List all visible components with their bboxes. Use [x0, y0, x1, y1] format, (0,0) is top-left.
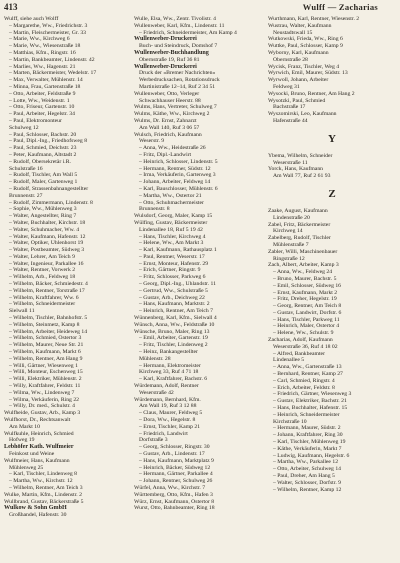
directory-entry: Wysotzki, Paul, Schmied — [268, 97, 326, 104]
directory-subentry: – Heinrich, Bäcker, Südweg 12 — [139, 464, 211, 471]
directory-subentry: – Wilhelm, Maurer, Neue Str. 21 — [9, 342, 84, 349]
directory-entry: Wülfing, Gustav, Bäckermeister — [134, 219, 208, 226]
directory-entry: Wulms, Dr. Ernst, Zahnarzt — [134, 117, 197, 124]
directory-subentry: – Fritz, Dipl.-Landwirt — [139, 151, 192, 158]
directory-subentry: – Anna, Ww., Feldweg 24 — [273, 269, 333, 276]
directory-subentry: Weserstr. 9 — [139, 138, 165, 145]
directory-entry: Wysocki, Bruno, Rentner, Am Hang 2 — [268, 90, 355, 97]
directory-subentry: – Paul, Arbeiter, Hegelstr. 34 — [9, 111, 75, 118]
directory-subentry: Lindenallee 18, Ruf 5 19 42 — [139, 226, 203, 233]
directory-subentry: – Ernst, Tischler, Kamp 21 — [139, 423, 201, 430]
directory-entry: Wulff, siehe auch Wolff — [4, 16, 59, 22]
directory-subentry: – Walter, Schuhmacher, Ww. 4 — [9, 226, 80, 233]
directory-subentry: Schwachhauser Heerstr. 88 — [139, 97, 201, 104]
directory-entry: Wustrau, Walter, Kaufmann — [268, 22, 332, 29]
directory-entry: Wullbrand, Gustav, Bäckerstraße 5 — [4, 498, 84, 505]
directory-subentry: – Bernhard, Rentner, Kamp 27 — [273, 371, 343, 378]
directory-subentry: – Wilhelm, Kaufmann, Markt 6 — [9, 349, 81, 356]
directory-subentry: – Willi, Monteur, Eschenweg 15 — [9, 369, 83, 376]
directory-subentry: Großhandel, Hafenstr. 30 — [9, 512, 67, 519]
directory-subentry: – Marie, Ww., Wiesenstraße 18 — [9, 43, 81, 50]
directory-entry: Wutkowski, Frieda, Ww., Ring 6 — [268, 36, 343, 43]
directory-subentry: – Heinrich, Rentner, Am Teich 7 — [139, 308, 213, 315]
directory-subentry: Weserstraße 36, Ruf 4 18 02 — [273, 343, 338, 350]
directory-subentry: Schulweg 12 — [9, 124, 39, 131]
directory-subentry: – Rudolf, Zimmermann, Lindenstr. 8 — [9, 199, 93, 206]
directory-entry: Wulle, Elsa, Ww., Zentr. Tivolistr. 4 — [134, 16, 216, 22]
directory-subentry: Dorfstraße 3 — [139, 437, 168, 444]
directory-subentry: – Heinrich, Maler, Ostertor 4 — [273, 323, 340, 330]
directory-subentry: – Wilhelm, Arbeiter, Heideweg 14 — [9, 328, 88, 335]
directory-subentry: – Rudolf, Strassenbahnangestellter — [9, 185, 89, 192]
directory-subentry: Schulstraße 16 — [9, 165, 43, 172]
directory-entry: Würz, Ernst, Kaufmann, Ostertor 8 — [134, 498, 215, 505]
directory-subentry: – Wilhelm, Tischler, Bahnhofstr. 5 — [9, 315, 88, 322]
directory-subentry: – Peter, Kaufmann, Altstadt 2 — [9, 151, 77, 158]
directory-entry: Zacharias, Adolf, Kaufmann — [268, 337, 333, 344]
directory-subentry: – Georg, Schlosser, Ringstr. 30 — [139, 444, 210, 451]
directory-subentry: – Paul, Dreher, Am Hang 5 — [273, 473, 335, 480]
directory-subentry: – Paul, Schlosser, Bachstr. 20 — [9, 131, 77, 138]
directory-entry: Wulfhorst, Dr., Rechtsanwalt — [4, 417, 71, 424]
directory-entry: Zaake, August, Kaufmann — [268, 207, 328, 214]
directory-subentry: – Hans, Buchhalter, Hafenstr. 15 — [273, 405, 348, 412]
directory-subentry: – Rudolf, Obersekretär i.R. — [9, 158, 71, 165]
directory-entry: Würfel, Anna, Ww., Kirchstr. 7 — [134, 484, 206, 491]
directory-subentry: – Hermann, Rentner, Südstr. 12 — [139, 165, 211, 172]
directory-subentry: – Fritz, Dreher, Hegelstr. 19 — [273, 296, 337, 303]
business-entry: Wullenweber-Druckerei — [134, 36, 197, 43]
directory-subentry: – Hermann, Maurer, Südstr. 2 — [273, 425, 341, 432]
directory-subentry: Werbedrucksachen, Rotationsdruck — [139, 77, 220, 84]
directory-entry: Württemberg, Otto, Kfm., Hafen 3 — [134, 491, 213, 498]
directory-subentry: Lindenallee 5 — [273, 357, 305, 364]
directory-subentry: – Heinrich, Schlosser, Lindenstr. 5 — [139, 158, 218, 165]
directory-subentry: – Friedrich, Gärtner, Wiesenweg 3 — [273, 391, 352, 398]
directory-subentry: – Irma, Verkäuferin, Gartenweg 3 — [139, 172, 216, 179]
directory-entry: Wullenweber, Karl, Kfm., Lindenstr. 11 — [134, 22, 225, 29]
directory-subentry: – Willi, Gärtner, Wiesenweg 1 — [9, 362, 78, 369]
directory-subentry: – Paul, Elektromonteur — [9, 117, 62, 124]
column-middle — [134, 16, 264, 512]
directory-subentry: Mühlenstraße 7 — [273, 241, 309, 248]
directory-subentry: – Friedrich, Schneidermeister, Am Kamp 4 — [139, 29, 237, 36]
directory-subentry: – Martin, Bankbeamter, Lindenstr. 42 — [9, 56, 95, 63]
directory-subentry: – Marten, Bäckermeister, Wedelstr. 17 — [9, 70, 97, 77]
directory-subentry: – Wilhelm, Schmied, Ostertor 3 — [9, 335, 82, 342]
directory-subentry: – Karl, Kaufmann, Rathausplatz 1 — [139, 247, 217, 254]
directory-subentry: – Erich, Arbeiter, Feldstr. 8 — [273, 384, 335, 391]
directory-subentry: Weserstraße 11 — [273, 159, 308, 166]
directory-subentry: – Alfred, Bankbeamter — [273, 350, 325, 357]
directory-subentry: – Paul, Dipl.-Ing., Friedhofsweg 8 — [9, 138, 88, 145]
directory-subentry: – Walter, Ingenieur, Parkallee 16 — [9, 260, 84, 267]
directory-subentry: Feinkost und Weine — [9, 451, 55, 457]
directory-subentry: – Otto, Arbeiter, Schulweg 14 — [273, 466, 342, 473]
directory-subentry: – Hans, Kaufmann, Marktstr. 2 — [139, 301, 210, 308]
directory-subentry: – Anna, Ww., Gartenstraße 13 — [273, 364, 342, 371]
directory-subentry: – Fritz, Tischler, Lindenweg 2 — [139, 342, 208, 349]
directory-subentry: – Martha, Ww., Parkallee 12 — [273, 459, 339, 466]
directory-subentry: Lindenstraße 20 — [273, 214, 310, 221]
directory-subentry: – Marie, Ww., Kirchweg 6 — [9, 36, 70, 43]
directory-subentry: – Wilma, Verkäuferin, Ring 22 — [9, 396, 80, 403]
directory-subentry: – Otto, Schuhmachermeister — [139, 199, 204, 206]
directory-entry: Zabelberg, Rudolf, Tischler — [268, 235, 331, 242]
directory-subentry: – Sophie, Ww., Mühlenweg 3 — [9, 206, 77, 213]
directory-subentry: – Karl, Tischler, Mühlenweg 19 — [273, 439, 346, 446]
business-entry: Wullenweber-Druckerei — [134, 63, 197, 70]
directory-subentry: – Walter, Buchhalter, Kirchstr. 18 — [9, 219, 86, 226]
directory-subentry: Am Wall 140, Ruf 3 06 57 — [139, 124, 200, 131]
directory-subentry: – Ernst, Kaufmann, Markt 2 — [273, 289, 338, 296]
directory-subentry: – Gustav, Elektriker, Bachstr. 21 — [273, 398, 347, 405]
directory-subentry: Buch- und Steindruck, Domshof 7 — [139, 43, 218, 50]
directory-entry: Wycisk, Franz, Tischler, Weg 4 — [268, 63, 340, 70]
directory-subentry: – Walter, Kaufmann, Hafenstr. 12 — [9, 233, 86, 240]
directory-subentry: – Georg, Rentner, Am Teich 8 — [273, 303, 342, 310]
directory-subentry: – Willi, Elektriker, Mühlenstr. 2 — [9, 376, 82, 383]
directory-subentry: – Wilhelm, Arb., Feldweg 18 — [9, 274, 76, 281]
directory-entry: Wullenweber, Otto, Verleger — [134, 90, 200, 97]
directory-subentry: – Karl, Kraftfahrer, Bachstr. 6 — [139, 376, 208, 383]
page-number: 413 — [4, 2, 18, 12]
directory-subentry: Brunnenstr. 27 — [9, 192, 43, 199]
directory-entry: Wulfheide, Gustav, Arb., Kamp 3 — [4, 410, 81, 417]
column-left — [4, 16, 130, 519]
directory-subentry: Martinistraße 12–14, Ruf 2 34 51 — [139, 83, 216, 90]
directory-subentry: – Helene, Ww., Schulstr. 9 — [273, 330, 334, 337]
directory-entry: Wyrwoll, Johann, Arbeiter — [268, 77, 329, 84]
directory-subentry: – Marlies, Ww., Hagenstr. 21 — [9, 63, 76, 70]
directory-subentry: – Willy, Dr. med., Schulstr. 4 — [9, 403, 75, 410]
directory-subentry: – Claus, Maurer, Feldweg 5 — [139, 410, 203, 417]
directory-entry: Wulms, Hans, Vertreter, Schulweg 7 — [134, 104, 217, 111]
directory-subentry: – Margarethe, Ww., Friedrichstr. 3 — [9, 22, 88, 29]
directory-subentry: – Rudolf, Maler, Gartenweg 1 — [9, 179, 78, 186]
directory-subentry: – Walter, Lehrer, Am Teich 9 — [9, 253, 75, 260]
directory-entry: Würdemann, Adolf, Rentner — [134, 383, 199, 390]
directory-subentry: Mühlenweg 25 — [9, 464, 44, 471]
directory-subentry: – Carl, Schmied, Ringstr. 4 — [273, 377, 335, 384]
directory-entry: Wulke, Martin, Kfm., Lindenstr. 2 — [4, 491, 82, 498]
directory-subentry: – Johann, Arbeiter, Feldweg 14 — [139, 179, 211, 186]
directory-entry: Wulsdorf, Georg, Maler, Kamp 15 — [134, 213, 213, 220]
directory-subentry: – Matthias, Kfm., Ringstr. 16 — [9, 49, 76, 56]
business-entry: Wullenweber-Buchhandlung — [134, 49, 209, 56]
directory-subentry: – Hermann, Gärtner, Parkallee 4 — [139, 471, 213, 478]
directory-subentry: – Hans, Tischler, Parkweg 11 — [273, 316, 340, 323]
directory-subentry: – Otto, Friseur, Gartenstr. 10 — [9, 104, 75, 111]
business-entry: Wulkow & Sohn GmbH — [4, 505, 67, 512]
directory-subentry: – Dora, Ww., Hegelstr. 8 — [139, 417, 196, 424]
directory-subentry: – Gustav, Landwirt, Dorfstr. 6 — [273, 309, 342, 316]
directory-subentry: – Bruno, Maurer, Bachstr. 5 — [273, 275, 337, 282]
directory-subentry: – Hermann, Elektromeister — [139, 362, 201, 369]
directory-entry: Wurst, Otto, Bahnbeamter, Ring 18 — [134, 505, 215, 512]
directory-subentry: – Gustav, Arb., Lindenstr. 17 — [139, 451, 205, 457]
directory-subentry: – Anna, Ww., Heidestraße 26 — [139, 145, 206, 152]
directory-entry: Ybema, Wilhelm, Schneider — [268, 152, 333, 159]
directory-subentry: Am Markt 10 — [9, 423, 40, 430]
directory-subentry: – Karl, Tischler, Lindenweg 8 — [9, 471, 78, 478]
business-entry: Lebhöfer Kath. Wulfmeier — [4, 444, 74, 451]
directory-subentry: Kirchweg 33, Ruf 4 71 18 — [139, 369, 199, 376]
directory-subentry: – Johann, Rentner, Schulweg 26 — [139, 478, 213, 485]
directory-entry: Wyrwich, Emil, Maurer, Südstr. 13 — [268, 70, 348, 77]
directory-subentry: Sielwall 11 — [9, 308, 35, 315]
directory-entry: Wünsch, Anna, Ww., Feldstraße 10 — [134, 321, 215, 328]
directory-subentry: – Walter, Rentner, Vorwerk 2 — [9, 267, 76, 274]
directory-subentry: – Fritz, Schlosser, Parkweg 6 — [139, 274, 206, 281]
directory-entry: Zabel, Fritz, Bäckermeister — [268, 221, 331, 228]
directory-subentry: – Friedrich, Landwirt — [139, 430, 188, 437]
running-head: Wulff — Zacharias — [302, 2, 378, 12]
directory-subentry: – Walter, Schlosser, Dorfstr. 9 — [273, 479, 342, 486]
directory-subentry: – Max, Verwalter, Mühlenstr. 14 — [9, 77, 83, 84]
directory-subentry: Neustadtswall 15 — [273, 29, 313, 36]
directory-subentry: Kirchweg 14 — [273, 228, 303, 235]
directory-subentry: – Karl, Bauschlosser, Mühlenstr. 6 — [139, 185, 218, 192]
directory-subentry: – Lotte, Ww., Weidenstr. 1 — [9, 97, 70, 104]
section-letter: Z — [328, 187, 336, 200]
directory-subentry: Feldweg 31 — [273, 83, 300, 90]
section-letter: Y — [328, 132, 336, 145]
directory-entry: Yorck, Hans, Kaufmann — [268, 166, 324, 173]
directory-subentry: Weserstraße 42 — [139, 389, 174, 396]
directory-subentry: – Erich, Gärtner, Ringstr. 9 — [139, 267, 201, 274]
directory-subentry: – Walter, Postbeamter, Südweg 3 — [9, 247, 85, 254]
directory-subentry: Obernstraße 28 — [273, 56, 308, 63]
directory-entry: Wulfkuhle, Heinrich, Schmied — [4, 430, 74, 437]
directory-subentry: – Martin, Fleischermeister, Gr. 33 — [9, 29, 87, 36]
directory-subentry: Am Wall 19, Ruf 3 12 88 — [139, 403, 197, 410]
directory-entry: Wünsche, Bruno, Maler, Ring 13 — [134, 328, 210, 335]
directory-subentry: Brunnenstr. 8 — [139, 206, 170, 213]
directory-subentry: – Georg, Dipl.-Ing., Uhlandstr. 11 — [139, 281, 216, 288]
directory-subentry: – Heinrich, Schneidermeister — [273, 411, 340, 418]
directory-subentry: – Emil, Schlosser, Südweg 16 — [273, 282, 342, 289]
directory-subentry: – Heinz, Bankangestellter — [139, 349, 198, 356]
directory-subentry: – Wilhelm, Rentner, Am Hang 9 — [9, 355, 83, 362]
directory-subentry: – Wilhelm, Kraftfahrer, Ww. 6 — [9, 294, 79, 301]
directory-subentry: – Gertrud, Ww., Schulstraße 5 — [139, 287, 208, 294]
directory-entry: Wyborny, Karl, Kaufmann — [268, 49, 329, 56]
directory-subentry: – Wilhelm, Rentner, Kamp 12 — [273, 486, 342, 493]
directory-entry: Wuttke, Paul, Schlosser, Kamp 9 — [268, 43, 343, 50]
directory-entry: Zabler, Willi, Maschinenbauer — [268, 248, 338, 255]
directory-subentry: – Paul, Rentner, Weserstr. 17 — [139, 253, 205, 260]
directory-subentry: – Martha, Ww., Kirchstr. 12 — [9, 478, 73, 485]
directory-entry: Würdemann, Bernhard, Kfm. — [134, 396, 201, 403]
directory-subentry: – Walter, Angestellter, Ring 7 — [9, 213, 77, 220]
directory-subentry: – Wilhelm, Rentner, Torstraße 17 — [9, 287, 85, 294]
directory-subentry: – Ernst, Monteur, Hafenstr. 29 — [139, 260, 209, 267]
directory-subentry: – Hans, Tischler, Kirchweg 4 — [139, 233, 206, 240]
directory-subentry: Bachstraße 17 — [273, 104, 306, 111]
directory-subentry: – Otto, Arbeiter, Feldstraße 9 — [9, 90, 76, 97]
directory-entry: Zach, Albert, Arbeiter, Kamp 3 — [268, 262, 339, 269]
directory-subentry: Hofweg 19 — [9, 437, 35, 444]
column-right — [268, 16, 396, 493]
directory-entry: Wulfmeier, Hans, Kaufmann — [4, 457, 70, 464]
directory-subentry: – Ludwig, Kaufmann, Hegelstr. 6 — [273, 452, 350, 459]
directory-subentry: – Wilma, Ww., Lindenweg 7 — [9, 389, 75, 396]
directory-subentry: – Gustav, Arb., Deichweg 22 — [139, 294, 205, 301]
directory-subentry: Druck der »Bremer Nachrichten« — [139, 70, 216, 77]
directory-subentry: Obernstraße 19, Ruf 36 81 — [139, 56, 200, 63]
directory-subentry: – Martha, Ww., Ostertor 21 — [139, 192, 202, 199]
directory-subentry: – Wilhelm, Schneidermeister — [9, 301, 76, 308]
directory-subentry: – Wilhelm, Rentner, Am Teich 3 — [9, 484, 83, 491]
directory-subentry: Ringstraße 12 — [273, 255, 305, 262]
directory-subentry: – Wilhelm, Steinmetz, Kamp 8 — [9, 321, 80, 328]
directory-entry: Wulms, Käthe, Ww., Kirchweg 2 — [134, 111, 210, 118]
directory-subentry: Kirchstraße 10 — [273, 418, 307, 425]
directory-subentry: – Käthe, Verkäuferin, Markt 7 — [273, 445, 342, 452]
directory-subentry: – Emil, Arbeiter, Gartenstr. 19 — [139, 335, 208, 342]
directory-subentry: – Helene, Ww., Am Markt 3 — [139, 240, 204, 247]
directory-entry: Wurthmann, Karl, Rentner, Wiesenstr. 2 — [268, 16, 360, 22]
directory-subentry: Mühlenstr. 28 — [139, 355, 171, 362]
directory-entry: Wünnenberg, Karl, Kfm., Sielwall 4 — [134, 315, 217, 322]
directory-subentry: – Minna, Frau, Gartenstraße 18 — [9, 83, 81, 90]
directory-subentry: – Paul, Schmied, Deichstr. 23 — [9, 145, 77, 152]
page-header — [0, 0, 400, 14]
directory-subentry: – Willy, Kraftfahrer, Feldstr. 11 — [9, 383, 81, 390]
directory-subentry: – Johann, Kraftfahrer, Ring 30 — [273, 432, 343, 439]
directory-entry: Wulsch, Friedrich, Kaufmann — [134, 131, 202, 138]
directory-subentry: – Walter, Optiker, Uhlenhorst 19 — [9, 240, 84, 247]
directory-entry: Wyszomirski, Leo, Kaufmann — [268, 111, 337, 118]
directory-subentry: – Rudolf, Tischler, Am Wall 5 — [9, 172, 78, 179]
directory-subentry: Hafenstraße 44 — [273, 117, 308, 124]
directory-subentry: – Hans, Kaufmann, Marktplatz 9 — [139, 457, 214, 464]
directory-subentry: – Wilhelm, Bäcker, Schmiedestr. 4 — [9, 281, 88, 288]
directory-subentry: Am Wall 77, Ruf 2 61 93 — [273, 173, 331, 180]
